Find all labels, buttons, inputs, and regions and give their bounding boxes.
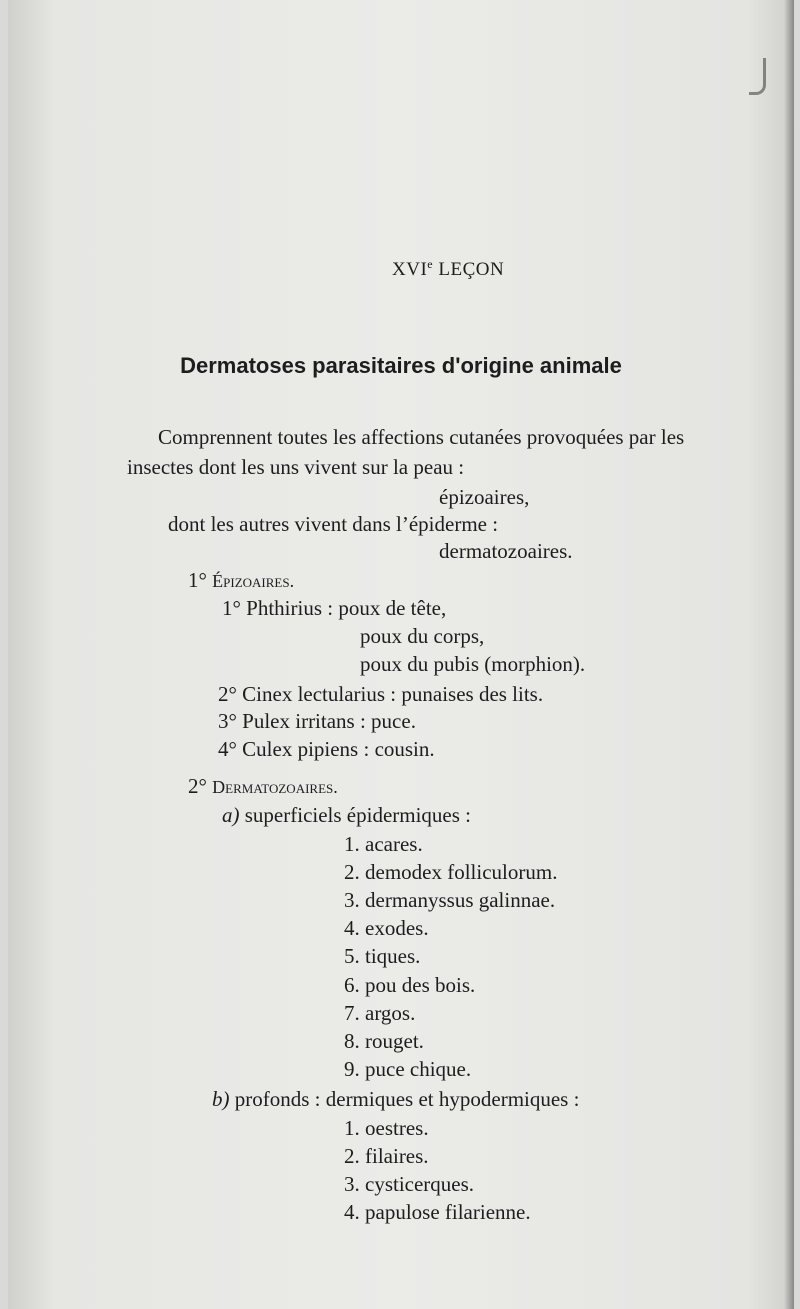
section-1-heading (188, 568, 294, 593)
item-number: 1° (222, 596, 241, 620)
sub-a-heading (222, 803, 471, 827)
pulex-line (218, 709, 416, 733)
phthirius-value-3: poux du pubis (morphion). (360, 652, 586, 676)
cinex-text: Cinex lectularius : punaises des lits. (242, 682, 544, 706)
list-item: 5. tiques. (344, 944, 421, 968)
list-item: 9. puce chique. (344, 1057, 472, 1081)
list-item: 2. demodex folliculorum. (344, 860, 558, 884)
sub-b-letter: b) (212, 1087, 230, 1111)
lesson-heading (392, 258, 504, 283)
list-item: 3. dermanyssus galinnae. (344, 888, 556, 912)
list-item: 6. pou des bois. (344, 973, 476, 997)
page-edge-shadow (784, 0, 794, 1309)
section-1-title: Épizoaires. (212, 571, 295, 591)
section-2-number: 2° (188, 774, 207, 798)
book-page (8, 0, 794, 1309)
corner-mark (749, 58, 766, 95)
intro-line-1: Comprennent toutes les affections cutanées provoquées par les (158, 425, 685, 449)
list-item: 4. papulose filarienne. (344, 1200, 531, 1224)
section-2-heading (188, 774, 338, 799)
sub-b-heading (212, 1087, 579, 1111)
intro-dermatozoaires: dermatozoaires. (439, 539, 573, 563)
list-item: 8. rouget. (344, 1029, 424, 1053)
phthirius-line (222, 596, 446, 620)
intro-epizoaires: épizoaires, (439, 485, 530, 509)
culex-line (218, 737, 435, 761)
pulex-text: Pulex irritans : puce. (242, 709, 416, 733)
sub-a-label: superficiels épidermiques : (244, 803, 472, 827)
sub-a-letter: a) (222, 803, 240, 827)
section-1-number: 1° (188, 568, 207, 592)
phthirius-value-2: poux du corps, (360, 624, 485, 648)
culex-text: Culex pipiens : cousin. (242, 737, 435, 761)
intro-line-3: dont les autres vivent dans l’épiderme : (168, 512, 499, 536)
list-item: 1. acares. (344, 832, 423, 856)
intro-line-2: insectes dont les uns vivent sur la peau : (127, 455, 465, 479)
section-2-title: Dermatozoaires. (212, 777, 338, 797)
cinex-line (218, 682, 543, 706)
phthirius-value-1: poux de tête, (338, 596, 447, 620)
lesson-number-sup: e (427, 257, 434, 271)
lesson-word: LEÇON (438, 259, 505, 280)
phthirius-label: Phthirius : (246, 596, 334, 620)
item-number: 4° (218, 737, 237, 761)
list-item: 3. cysticerques. (344, 1172, 475, 1196)
list-item: 1. oestres. (344, 1116, 429, 1140)
lesson-number: XVI (392, 259, 428, 280)
list-item: 7. argos. (344, 1001, 416, 1025)
sub-b-label: profonds : dermiques et hypodermiques : (234, 1087, 580, 1111)
list-item: 4. exodes. (344, 916, 429, 940)
page-title: Dermatoses parasitaires d'origine animale (180, 353, 622, 378)
item-number: 3° (218, 709, 237, 733)
list-item: 2. filaires. (344, 1144, 429, 1168)
item-number: 2° (218, 682, 237, 706)
